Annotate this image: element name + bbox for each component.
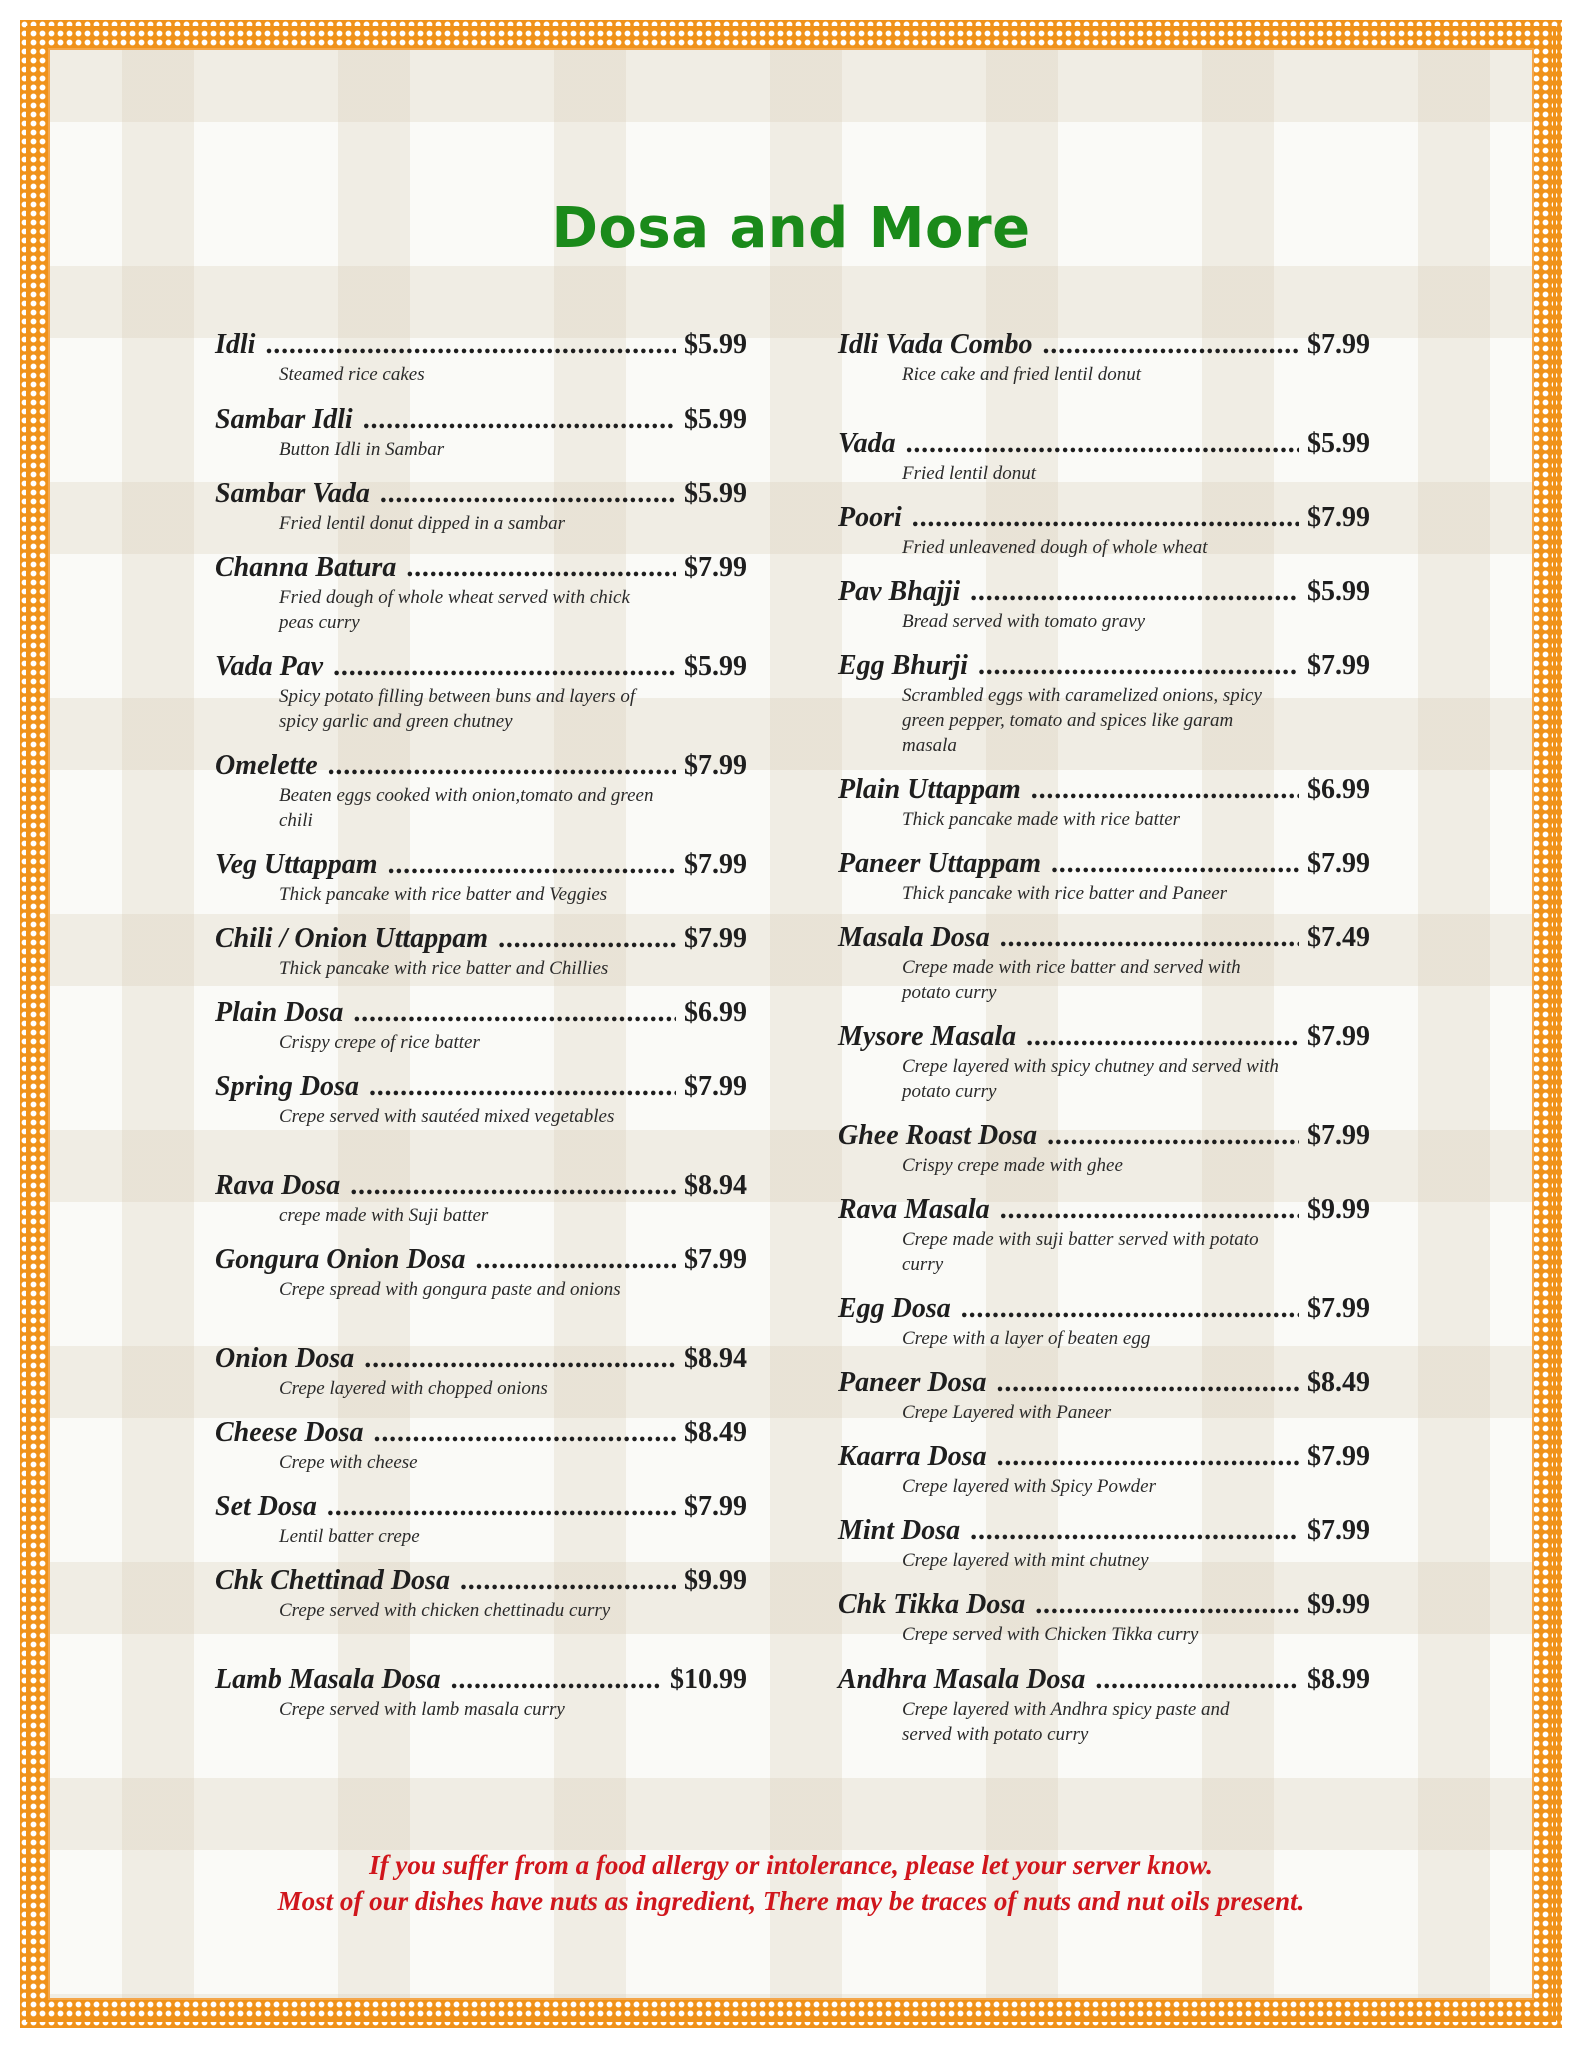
menu-item-price: $6.99 xyxy=(684,997,747,1028)
menu-item-description: Fried dough of whole wheat served with chick peas curry xyxy=(279,587,630,633)
menu-item-name: Chk Tikka Dosa xyxy=(838,1589,1026,1620)
menu-item-description: Crepe with cheese xyxy=(279,1452,418,1473)
menu-item xyxy=(215,1564,747,1623)
menu-item xyxy=(838,1292,1370,1351)
menu-item-header xyxy=(215,403,747,437)
menu-item-name: Masala Dosa xyxy=(838,922,990,953)
menu-item xyxy=(215,551,747,635)
menu-item-name: Kaarra Dosa xyxy=(838,1441,987,1472)
menu-item-description: Crispy crepe made with ghee xyxy=(902,1155,1123,1176)
dot-leader xyxy=(1042,328,1299,362)
menu-title: Dosa and More xyxy=(551,196,1031,261)
dot-leader xyxy=(328,749,676,783)
menu-item-header xyxy=(838,1588,1370,1622)
menu-item-name: Vada xyxy=(838,428,896,459)
dot-leader xyxy=(265,328,676,362)
menu-item-header xyxy=(215,996,747,1030)
dot-leader xyxy=(906,427,1299,461)
menu-item-description: Crepe made with suji batter served with potato curry xyxy=(902,1229,1259,1275)
menu-item xyxy=(215,749,747,833)
menu-item-header xyxy=(215,922,747,956)
menu-item-price: $7.99 xyxy=(1307,329,1370,360)
menu-item-description: Crepe spread with gongura paste and onions xyxy=(279,1279,621,1300)
menu-item-description: Lentil batter crepe xyxy=(279,1526,420,1547)
menu-item-name: Plain Uttappam xyxy=(838,774,1021,805)
menu-item-price: $8.49 xyxy=(1307,1367,1370,1398)
menu-item-description: Thick pancake made with rice batter xyxy=(902,809,1181,830)
menu-item-price: $5.99 xyxy=(1307,428,1370,459)
menu-item-header xyxy=(838,1663,1370,1697)
menu-item-name: Cheese Dosa xyxy=(215,1417,364,1448)
menu-item-name: Idli Vada Combo xyxy=(838,329,1033,360)
menu-item-name: Sambar Vada xyxy=(215,478,370,509)
menu-item-price: $7.49 xyxy=(1307,922,1370,953)
menu-item-header xyxy=(215,1243,747,1277)
dot-leader xyxy=(353,996,676,1030)
menu-item-name: Gongura Onion Dosa xyxy=(215,1244,466,1275)
dot-leader xyxy=(997,1366,1299,1400)
menu-item-name: Egg Dosa xyxy=(838,1293,951,1324)
menu-item xyxy=(215,1243,747,1302)
menu-item-name: Rava Dosa xyxy=(215,1170,341,1201)
menu-item-description: Crepe layered with mint chutney xyxy=(902,1550,1149,1571)
menu-item-price: $7.99 xyxy=(684,849,747,880)
menu-item-header xyxy=(838,921,1370,955)
menu-item xyxy=(838,1663,1370,1747)
menu-item-description: Thick pancake with rice batter and Paneer xyxy=(902,883,1228,904)
dot-leader xyxy=(350,1169,676,1203)
menu-item-price: $10.99 xyxy=(670,1664,747,1695)
dot-leader xyxy=(364,1342,676,1376)
dot-leader xyxy=(380,477,676,511)
menu-item-description: Crepe layered with Andhra spicy paste and served with potato curry xyxy=(902,1699,1230,1745)
menu-item-description: Spicy potato filling between buns and layers of spicy garlic and green chutney xyxy=(279,686,636,732)
menu-item-description: Crepe served with Chicken Tikka curry xyxy=(902,1624,1199,1645)
menu-item-name: Andhra Masala Dosa xyxy=(838,1664,1086,1695)
menu-item-name: Lamb Masala Dosa xyxy=(215,1664,441,1695)
menu-item-description: Thick pancake with rice batter and Chillies xyxy=(279,958,609,979)
dot-leader xyxy=(912,501,1299,535)
dot-leader xyxy=(970,1514,1299,1548)
menu-item-header xyxy=(838,1366,1370,1400)
dot-leader xyxy=(460,1564,676,1598)
menu-item-header xyxy=(838,1020,1370,1054)
menu-item-name: Channa Batura xyxy=(215,552,397,583)
dot-leader xyxy=(961,1292,1299,1326)
menu-item-price: $5.99 xyxy=(684,404,747,435)
menu-item-description: Crepe layered with spicy chutney and served with potato curry xyxy=(902,1056,1279,1102)
menu-item-price: $6.99 xyxy=(1307,774,1370,805)
menu-item-price: $8.99 xyxy=(1307,1664,1370,1695)
menu-item xyxy=(215,1663,747,1722)
dot-leader xyxy=(1031,773,1299,807)
menu-item-header xyxy=(838,847,1370,881)
menu-item-header xyxy=(838,773,1370,807)
menu-item-price: $7.99 xyxy=(684,1071,747,1102)
dot-leader xyxy=(406,551,676,585)
dot-leader xyxy=(970,575,1299,609)
menu-item-price: $7.99 xyxy=(684,552,747,583)
menu-item-price: $7.99 xyxy=(1307,1515,1370,1546)
menu-item-price: $7.99 xyxy=(1307,1441,1370,1472)
dot-leader xyxy=(374,1416,676,1450)
menu-item-price: $7.99 xyxy=(1307,1021,1370,1052)
menu-item-header xyxy=(838,501,1370,535)
menu-item xyxy=(215,1070,747,1129)
menu-item-name: Chili / Onion Uttappam xyxy=(215,923,489,954)
menu-item xyxy=(838,501,1370,560)
menu-item xyxy=(215,996,747,1055)
dot-leader xyxy=(1035,1588,1299,1622)
menu-item-name: Sambar Idli xyxy=(215,404,353,435)
dot-leader xyxy=(388,848,676,882)
menu-item-name: Poori xyxy=(838,502,902,533)
menu-item-description: Crepe served with sautéed mixed vegetables xyxy=(279,1106,615,1127)
menu-item-description: crepe made with Suji batter xyxy=(279,1205,489,1226)
dot-leader xyxy=(451,1663,662,1697)
menu-item-price: $7.99 xyxy=(684,1244,747,1275)
menu-item-header xyxy=(215,1342,747,1376)
menu-item xyxy=(215,1169,747,1228)
menu-item xyxy=(215,477,747,536)
menu-item-price: $7.99 xyxy=(1307,502,1370,533)
menu-item-header xyxy=(215,1490,747,1524)
menu-item-name: Veg Uttappam xyxy=(215,849,378,880)
dot-leader xyxy=(333,650,676,684)
menu-item xyxy=(215,650,747,734)
menu-item xyxy=(215,1342,747,1401)
menu-item-description: Crepe layered with Spicy Powder xyxy=(902,1476,1156,1497)
menu-item xyxy=(838,427,1370,486)
menu-item-description: Thick pancake with rice batter and Veggies xyxy=(279,884,608,905)
menu-item xyxy=(838,773,1370,832)
menu-item xyxy=(215,1416,747,1475)
menu-item-description: Fried lentil donut dipped in a sambar xyxy=(279,513,566,534)
menu-item-name: Pav Bhajji xyxy=(838,576,961,607)
menu-item-description: Button Idli in Sambar xyxy=(279,439,445,460)
menu-item-header xyxy=(838,1514,1370,1548)
menu-item xyxy=(838,1588,1370,1647)
dot-leader xyxy=(1047,1119,1299,1153)
menu-item-header xyxy=(215,477,747,511)
menu-item xyxy=(838,1119,1370,1178)
menu-item-description: Crepe served with chicken chettinadu curry xyxy=(279,1600,611,1621)
menu-item-header xyxy=(838,1193,1370,1227)
menu-item-header xyxy=(215,749,747,783)
menu-item-header xyxy=(838,575,1370,609)
menu-item-price: $5.99 xyxy=(684,651,747,682)
dot-leader xyxy=(1051,847,1299,881)
menu-item-price: $8.94 xyxy=(684,1170,747,1201)
menu-item-header xyxy=(215,1416,747,1450)
menu-item-header xyxy=(215,1070,747,1104)
menu-item-name: Chk Chettinad Dosa xyxy=(215,1565,450,1596)
menu-item-description: Bread served with tomato gravy xyxy=(902,611,1146,632)
dot-leader xyxy=(978,649,1299,683)
dot-leader xyxy=(327,1490,676,1524)
menu-item-header xyxy=(838,1440,1370,1474)
menu-item-description: Fried lentil donut xyxy=(902,463,1037,484)
dot-leader xyxy=(363,403,676,437)
dot-leader xyxy=(1000,1193,1299,1227)
menu-item-name: Plain Dosa xyxy=(215,997,344,1028)
menu-item xyxy=(838,328,1370,387)
menu-item-name: Onion Dosa xyxy=(215,1343,355,1374)
menu-item-price: $7.99 xyxy=(1307,1293,1370,1324)
menu-item-name: Paneer Uttappam xyxy=(838,848,1041,879)
menu-item-name: Ghee Roast Dosa xyxy=(838,1120,1038,1151)
menu-item xyxy=(215,922,747,981)
menu-item xyxy=(215,403,747,462)
menu-item-header xyxy=(838,1292,1370,1326)
menu-item-description: Crispy crepe of rice batter xyxy=(279,1032,480,1053)
menu-item-price: $8.94 xyxy=(684,1343,747,1374)
menu-item xyxy=(838,847,1370,906)
menu-item xyxy=(838,1514,1370,1573)
menu-item-header xyxy=(215,848,747,882)
menu-item-price: $7.99 xyxy=(1307,650,1370,681)
dot-leader xyxy=(498,922,676,956)
allergy-note-line-2: Most of our dishes have nuts as ingredient, There may be traces of nuts and nut oils present. xyxy=(277,1886,1305,1916)
menu-item-header xyxy=(838,427,1370,461)
menu-item-description: Scrambled eggs with caramelized onions, spicy green pepper, tomato and spices like garam masala xyxy=(902,685,1262,756)
menu-item-price: $5.99 xyxy=(684,478,747,509)
menu-item xyxy=(215,328,747,387)
dot-leader xyxy=(997,1440,1299,1474)
menu-item-name: Rava Masala xyxy=(838,1194,990,1225)
menu-item-description: Crepe made with rice batter and served with potato curry xyxy=(902,957,1241,1003)
menu-item xyxy=(215,1490,747,1549)
menu-item-price: $7.99 xyxy=(684,750,747,781)
menu-item-header xyxy=(838,328,1370,362)
menu-item xyxy=(838,921,1370,1005)
menu-item xyxy=(838,1440,1370,1499)
menu-item-description: Rice cake and fried lentil donut xyxy=(902,364,1142,385)
menu-item-price: $7.99 xyxy=(1307,1120,1370,1151)
menu-item xyxy=(838,649,1370,758)
menu-item-description: Crepe with a layer of beaten egg xyxy=(902,1328,1151,1349)
menu-item-price: $9.99 xyxy=(1307,1589,1370,1620)
menu-item-header xyxy=(215,551,747,585)
menu-item-price: $8.49 xyxy=(684,1417,747,1448)
dot-leader xyxy=(1026,1020,1299,1054)
menu-item-name: Mysore Masala xyxy=(838,1021,1017,1052)
menu-item-name: Mint Dosa xyxy=(838,1515,961,1546)
menu-item-description: Steamed rice cakes xyxy=(279,364,425,385)
menu-item-price: $5.99 xyxy=(684,329,747,360)
menu-item-price: $9.99 xyxy=(1307,1194,1370,1225)
menu-item-header xyxy=(838,649,1370,683)
menu-item-price: $7.99 xyxy=(684,923,747,954)
menu-item-header xyxy=(215,650,747,684)
menu-item-name: Vada Pav xyxy=(215,651,324,682)
menu-item-header xyxy=(838,1119,1370,1153)
menu-item-header xyxy=(215,1169,747,1203)
menu-item-name: Egg Bhurji xyxy=(838,650,968,681)
menu-item-name: Paneer Dosa xyxy=(838,1367,987,1398)
menu-item-price: $7.99 xyxy=(1307,848,1370,879)
menu-item-name: Set Dosa xyxy=(215,1491,317,1522)
menu-item-price: $5.99 xyxy=(1307,576,1370,607)
menu-item-description: Crepe Layered with Paneer xyxy=(902,1402,1112,1423)
menu-item xyxy=(838,1020,1370,1104)
dot-leader xyxy=(1095,1663,1299,1697)
menu-item-description: Crepe layered with chopped onions xyxy=(279,1378,548,1399)
menu-item-description: Fried unleavened dough of whole wheat xyxy=(902,537,1208,558)
menu-item xyxy=(838,575,1370,634)
menu-item xyxy=(838,1366,1370,1425)
menu-item xyxy=(215,848,747,907)
menu-item-name: Idli xyxy=(215,329,256,360)
menu-item-description: Beaten eggs cooked with onion,tomato and green chili xyxy=(279,785,654,831)
menu-item-header xyxy=(215,1564,747,1598)
dot-leader xyxy=(476,1243,676,1277)
menu-item-header xyxy=(215,1663,747,1697)
menu-item-name: Omelette xyxy=(215,750,318,781)
menu-item-price: $9.99 xyxy=(684,1565,747,1596)
menu-item-description: Crepe served with lamb masala curry xyxy=(279,1699,565,1720)
menu-item-price: $7.99 xyxy=(684,1491,747,1522)
menu-item-header xyxy=(215,328,747,362)
menu-item xyxy=(838,1193,1370,1277)
dot-leader xyxy=(369,1070,676,1104)
allergy-note-line-1: If you suffer from a food allergy or intolerance, please let your server know. xyxy=(369,1850,1213,1880)
menu-item-name: Spring Dosa xyxy=(215,1071,359,1102)
dot-leader xyxy=(1000,921,1299,955)
